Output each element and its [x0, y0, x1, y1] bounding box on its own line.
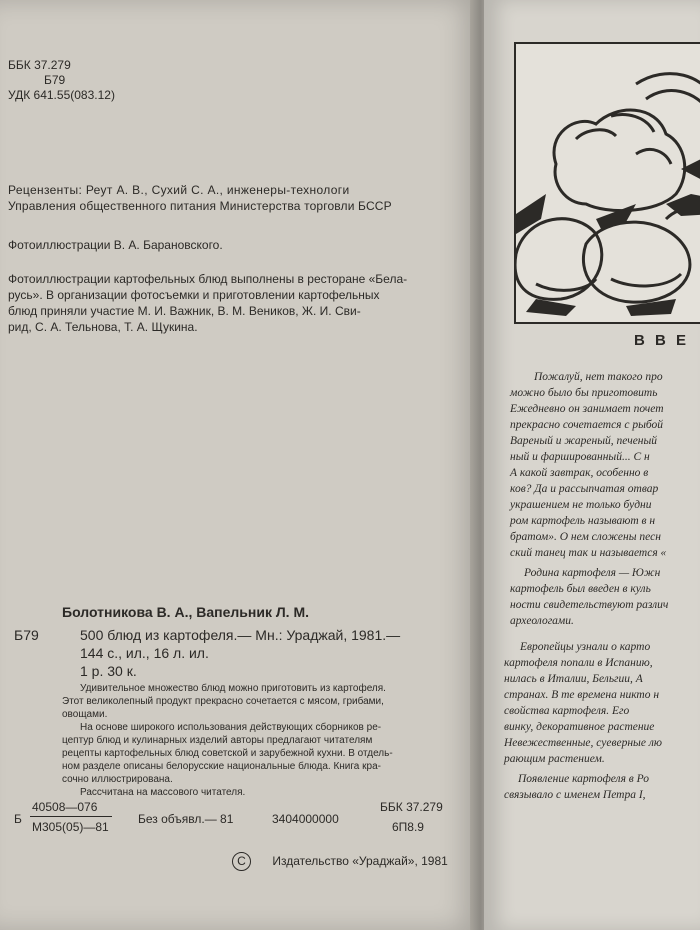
intro-line-11: братом». О нем сложены песн — [510, 531, 661, 543]
copyright-symbol: C — [232, 852, 251, 871]
fraction-bar — [30, 816, 112, 817]
reviewers-line-1: Рецензенты: Реут А. В., Сухий С. А., инженеры-технологи — [8, 183, 350, 197]
udk-code: УДК 641.55(083.12) — [8, 88, 115, 102]
intro-line-3: Ежедневно он занимает почет — [510, 403, 664, 415]
intro-line-13: Родина картофеля — Южн — [524, 567, 661, 579]
intro-line-16: археологами. — [510, 615, 574, 627]
right-page — [484, 0, 700, 930]
bbk-code: ББК 37.279 — [8, 58, 71, 72]
catalog-price: 1 р. 30 к. — [80, 663, 137, 679]
annotation-line-2: Этот великолепный продукт прекрасно сочетается с мясом, грибами, — [62, 696, 384, 707]
intro-line-10: ром картофель называют в н — [510, 515, 656, 527]
intro-line-18: картофеля попали в Испанию, — [504, 657, 653, 669]
reviewers-line-2: Управления общественного питания Министерства торговли БССР — [8, 199, 392, 213]
annotation-line-6: рецепты картофельных блюд советской и зарубежной кухни. В отдель- — [62, 748, 393, 759]
intro-line-21: свойства картофеля. Его — [504, 705, 630, 717]
intro-line-2: можно было бы приготовить — [510, 387, 658, 399]
annotation-line-1: Удивительное множество блюд можно приготовить из картофеля. — [80, 683, 386, 694]
imprint-fraction-top: 40508—076 — [32, 800, 98, 814]
photo-note-line-4: рид, С. А. Тельнова, Т. А. Щукина. — [8, 320, 198, 334]
intro-heading: В В Е — [634, 332, 690, 349]
imprint-bbk: ББК 37.279 — [380, 800, 443, 814]
potato-illustration — [514, 42, 700, 324]
intro-line-25: Появление картофеля в Ро — [518, 773, 650, 785]
annotation-line-7: ном разделе описаны белорусские национальные блюда. Книга кра- — [62, 761, 381, 772]
photo-note-line-3: блюд приняли участие М. И. Важник, В. М. Веников, Ж. И. Сви- — [8, 304, 361, 318]
copyright-line — [232, 852, 448, 871]
intro-line-12: ский танец так и называется « — [510, 547, 667, 559]
annotation-line-5: цептур блюд и кулинарных изделий авторы предлагают читателям — [62, 735, 373, 746]
annotation-line-3: овощами. — [62, 709, 108, 720]
copyright-text: Издательство «Ураджай», 1981 — [272, 854, 448, 868]
intro-line-23: Невежественные, суеверные лю — [504, 737, 662, 749]
annotation-line-9: Рассчитана на массового читателя. — [80, 787, 246, 798]
photo-note-line-2: русь». В организации фотосъемки и приготовлении картофельных — [8, 288, 380, 302]
intro-line-26: связывало с именем Петра I, — [504, 789, 646, 801]
intro-line-20: странах. В те времена никто н — [504, 689, 660, 701]
imprint-fraction-bottom: М305(05)—81 — [32, 820, 109, 834]
annotation-line-8: сочно иллюстрирована. — [62, 774, 173, 785]
intro-line-5: Вареный и жареный, печеный — [510, 435, 658, 447]
catalog-title: 500 блюд из картофеля.— Мн.: Ураджай, 1981.— — [80, 627, 401, 643]
catalog-code: Б79 — [14, 627, 39, 643]
author-code: Б79 — [44, 73, 66, 87]
intro-line-7: А какой завтрак, особенно в — [510, 467, 649, 479]
imprint-no-ad: Без объявл.— 81 — [138, 812, 234, 826]
imprint-number: 3404000000 — [272, 812, 339, 826]
intro-line-1: Пожалуй, нет такого про — [534, 371, 663, 383]
intro-line-8: ков? Да и рассыпчатая отвар — [510, 483, 659, 495]
imprint-code: 6П8.9 — [392, 820, 424, 834]
potato-drawing — [516, 44, 700, 322]
intro-line-14: картофель был введен в куль — [510, 583, 651, 595]
intro-line-19: нилась в Италии, Бельгии, А — [504, 673, 643, 685]
intro-line-17: Европейцы узнали о карто — [520, 641, 651, 653]
catalog-pages: 144 с., ил., 16 л. ил. — [80, 645, 209, 661]
imprint-b: Б — [14, 812, 22, 826]
photo-note-line-1: Фотоиллюстрации картофельных блюд выполнены в ресторане «Белa- — [8, 272, 408, 286]
catalog-authors: Болотникова В. А., Вапельник Л. М. — [62, 604, 309, 620]
intro-line-24: рающим растением. — [504, 753, 605, 765]
intro-line-4: прекрасно сочетается с рыбой — [510, 419, 664, 431]
annotation-line-4: На основе широкого использования действующих сборников ре- — [80, 722, 382, 733]
intro-line-6: ный и фаршированный... С н — [510, 451, 650, 463]
intro-line-22: винку, декоративное растение — [504, 721, 655, 733]
intro-line-9: украшением не только будни — [510, 499, 652, 511]
intro-line-15: ности свидетельствуют различ — [510, 599, 669, 611]
photo-credit: Фотоиллюстрации В. А. Барановского. — [8, 238, 223, 252]
